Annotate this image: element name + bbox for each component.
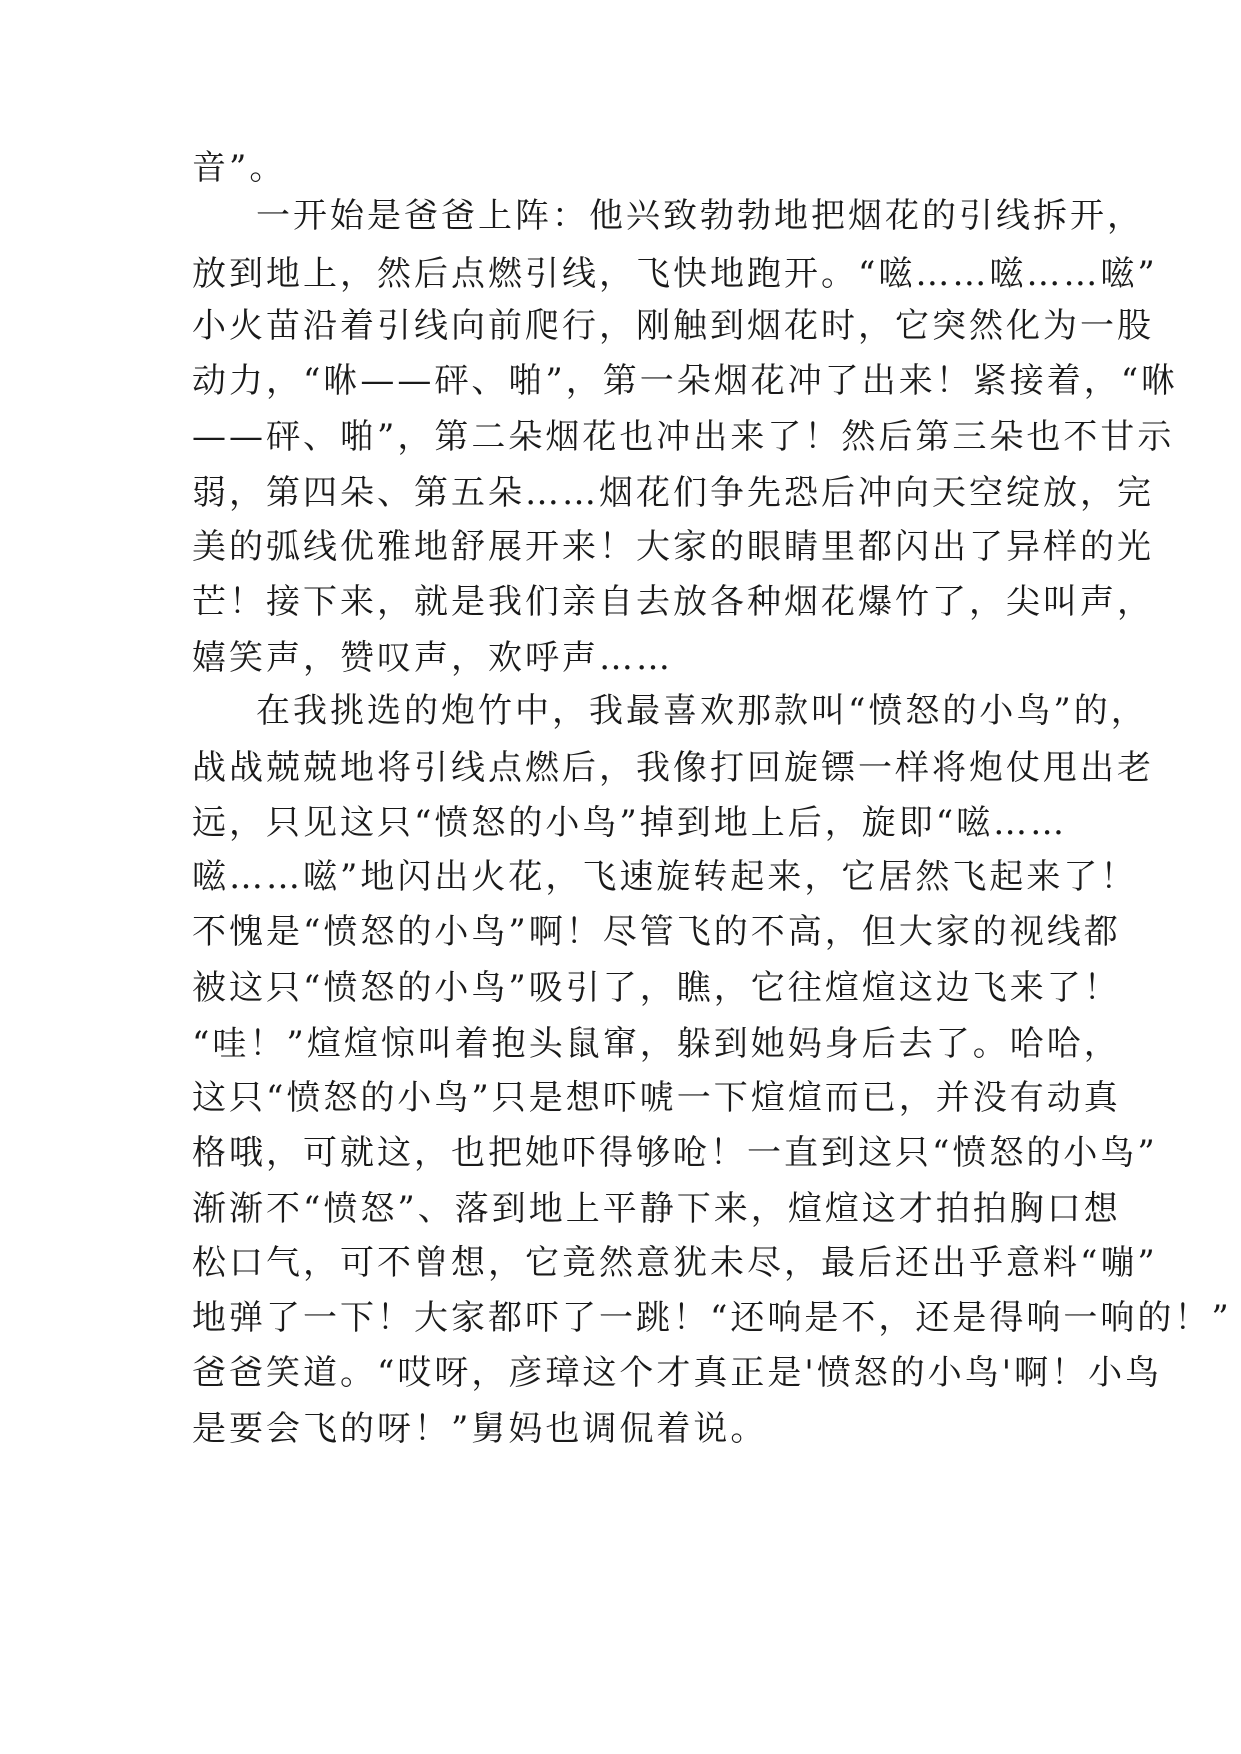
text-line: 渐渐不“愤怒”、落到地上平静下来，煊煊这才拍拍胸口想: [192, 1189, 1121, 1229]
text-line: 松口气，可不曾想，它竟然意犹未尽，最后还出乎意料“嘣”: [192, 1243, 1158, 1283]
text-line: 格哦，可就这，也把她吓得够呛！一直到这只“愤怒的小鸟”: [192, 1133, 1158, 1173]
text-line: 嬉笑声，赞叹声，欢呼声……: [192, 638, 673, 678]
text-line: 远，只见这只“愤怒的小鸟”掉到地上后，旋即“嗞……: [192, 803, 1068, 843]
paragraph-first-line: 在我挑选的炮竹中，我最喜欢那款叫“愤怒的小鸟”的，: [256, 691, 1148, 731]
text-line: 被这只“愤怒的小鸟”吸引了，瞧，它往煊煊这边飞来了！: [192, 968, 1121, 1008]
text-line: 弱，第四朵、第五朵……烟花们争先恐后冲向天空绽放，完: [192, 473, 1154, 513]
text-line: 地弹了一下！大家都吓了一跳！“还响是不，还是得响一响的！”: [192, 1298, 1232, 1338]
text-line: 音”。: [192, 148, 287, 188]
text-line: 动力，“咻——砰、啪”，第一朵烟花冲了出来！紧接着，“咻: [192, 361, 1179, 401]
text-line: 爸爸笑道。“哎呀，彦璋这个才真正是'愤怒的小鸟'啊！小鸟: [192, 1353, 1163, 1393]
text-line: 美的弧线优雅地舒展开来！大家的眼睛里都闪出了异样的光: [192, 527, 1154, 567]
text-line: 芒！接下来，就是我们亲自去放各种烟花爆竹了，尖叫声，: [192, 582, 1154, 622]
text-line: ——砰、啪”，第二朵烟花也冲出来了！然后第三朵也不甘示: [192, 417, 1175, 457]
text-line: “哇！”煊煊惊叫着抱头鼠窜，躲到她妈身后去了。哈哈，: [192, 1024, 1121, 1064]
text-line: 小火苗沿着引线向前爬行，刚触到烟花时，它突然化为一股: [192, 306, 1154, 346]
text-line: 不愧是“愤怒的小鸟”啊！尽管飞的不高，但大家的视线都: [192, 912, 1121, 952]
text-line: 战战兢兢地将引线点燃后，我像打回旋镖一样将炮仗甩出老: [192, 748, 1154, 788]
text-line: 这只“愤怒的小鸟”只是想吓唬一下煊煊而已，并没有动真: [192, 1078, 1121, 1118]
paragraph-first-line: 一开始是爸爸上阵：他兴致勃勃地把烟花的引线拆开，: [256, 196, 1144, 236]
text-line: 放到地上，然后点燃引线，飞快地跑开。“嗞……嗞……嗞”: [192, 254, 1158, 294]
text-line: 是要会飞的呀！”舅妈也调侃着说。: [192, 1409, 768, 1449]
text-line: 嗞……嗞”地闪出火花，飞速旋转起来，它居然飞起来了！: [192, 857, 1138, 897]
